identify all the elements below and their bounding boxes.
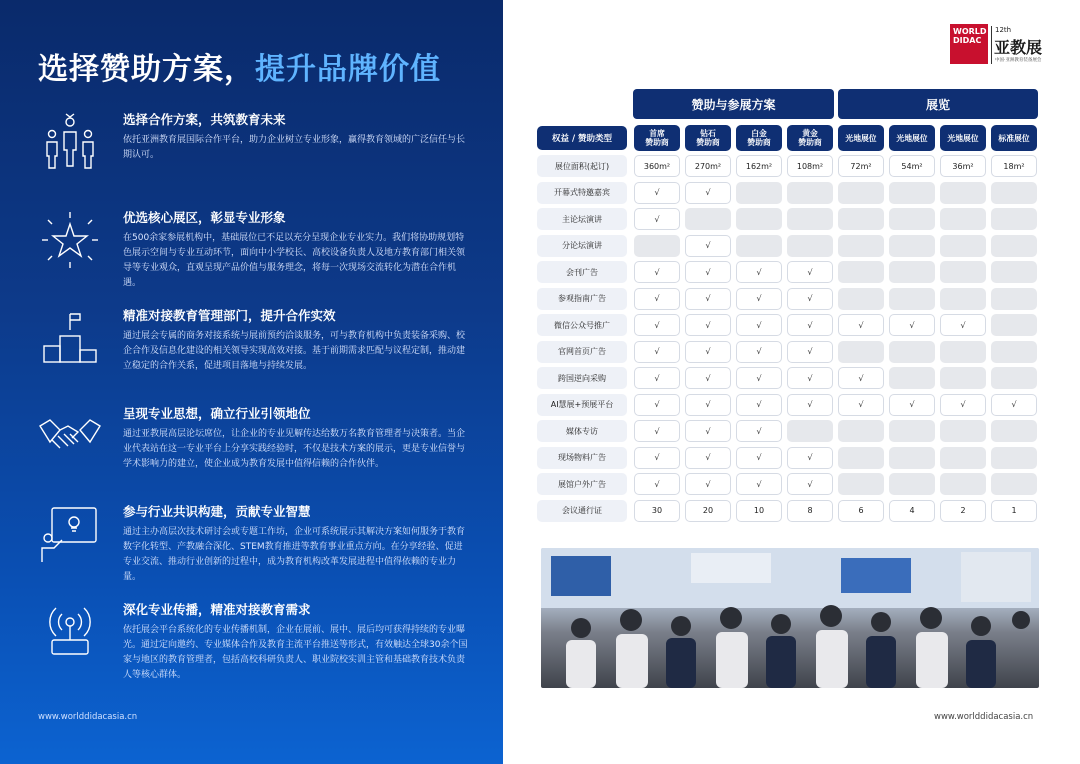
table-column-header: 白金 赞助商 (736, 125, 782, 151)
table-cell (991, 235, 1037, 257)
table-cell (940, 235, 986, 257)
logo-subtitle: 中国·亚洲教育装备展会 (995, 58, 1042, 63)
table-cell: √ (889, 394, 935, 416)
table-cell: √ (634, 341, 680, 363)
table-cell (991, 208, 1037, 230)
table-cell (889, 341, 935, 363)
table-cell: √ (685, 235, 731, 257)
table-cell: √ (787, 341, 833, 363)
table-cell (787, 235, 833, 257)
table-cell (838, 182, 884, 204)
table-cell (838, 261, 884, 283)
table-cell: √ (940, 394, 986, 416)
table-cell (940, 447, 986, 469)
table-row-label: 官网首页广告 (537, 341, 627, 363)
section-title: 深化专业传播，精准对接教育需求 (123, 602, 311, 617)
table-cell: √ (634, 394, 680, 416)
table-cell (787, 182, 833, 204)
table-row-label: 参观指南广告 (537, 288, 627, 310)
table-cell (889, 208, 935, 230)
presentation-icon (38, 504, 102, 564)
table-cell: √ (634, 208, 680, 230)
table-cell: √ (736, 473, 782, 495)
table-column-header: 光地展位 (940, 125, 986, 151)
table-cell: √ (634, 447, 680, 469)
logo-brand: 亚教展 (994, 38, 1043, 57)
table-cell: 360m² (634, 155, 680, 177)
table-cell: √ (685, 420, 731, 442)
table-cell (889, 473, 935, 495)
table-cell: √ (787, 261, 833, 283)
table-cell (940, 341, 986, 363)
table-column-header: 光地展位 (889, 125, 935, 151)
table-cell (838, 473, 884, 495)
headline-main: 选择赞助方案， (38, 52, 255, 87)
table-cell (889, 367, 935, 389)
logo-edition: 12th (995, 26, 1012, 34)
broadcast-icon (38, 602, 102, 662)
table-row-label: 会刊广告 (537, 261, 627, 283)
table-cell: 36m² (940, 155, 986, 177)
benefit-section (38, 208, 468, 306)
table-cell: √ (634, 182, 680, 204)
table-cell: √ (685, 473, 731, 495)
table-cell: √ (787, 447, 833, 469)
table-cell: √ (736, 314, 782, 336)
table-cell: √ (736, 367, 782, 389)
table-cell (991, 182, 1037, 204)
table-cell: √ (634, 420, 680, 442)
table-cell: 8 (787, 500, 833, 522)
table-cell: √ (685, 182, 731, 204)
benefit-section (38, 502, 468, 600)
table-cell: √ (991, 394, 1037, 416)
table-cell (736, 208, 782, 230)
table-cell (889, 288, 935, 310)
table-cell: √ (736, 261, 782, 283)
section-body: 依托亚洲教育展国际合作平台，助力企业树立专业形象，赢得教育领域的广泛信任与长期认可。 (123, 135, 466, 160)
handshake-icon (38, 406, 102, 466)
table-cell: √ (634, 261, 680, 283)
footer-url-right[interactable]: www.worlddidacasia.cn (934, 712, 1034, 722)
table-cell: √ (787, 473, 833, 495)
table-cell: √ (736, 394, 782, 416)
page-headline (38, 44, 441, 88)
table-cell: 1 (991, 500, 1037, 522)
table-cell: 4 (889, 500, 935, 522)
table-cell: 162m² (736, 155, 782, 177)
section-body: 在500余家参展机构中，基础展位已不足以充分呈现企业专业实力。我们将协助规划特色展示空间与专业互动环节，面向中小学校长、高校设备负责人及地方教育部门相关领导等专业观众，直观呈现产品价值与服务理念，将每一次现场交流转化为潜在合作机遇。 (123, 233, 466, 288)
table-cell: √ (685, 367, 731, 389)
table-cell: 2 (940, 500, 986, 522)
table-cell (889, 235, 935, 257)
benefit-section (38, 404, 468, 502)
table-header-label: 权益 / 赞助类型 (537, 126, 627, 150)
headline-accent: 提升品牌价值 (255, 52, 441, 87)
table-cell (736, 182, 782, 204)
section-title: 优选核心展区，彰显专业形象 (123, 210, 286, 225)
section-body: 依托展会平台系统化的专业传播机制，企业在展前、展中、展后均可获得持续的专业曝光。通过定向邀约、专业媒体合作及教育主流平台推送等形式，有效触达全球30余个国家与地区的教育管理者，包括高校科研负责人、职业院校实训主管和基础教育技术负责人等核心群体。 (123, 625, 468, 680)
benefit-section (38, 600, 468, 698)
table-row-label: 主论坛演讲 (537, 208, 627, 230)
table-row-label: 跨国逆向采购 (537, 367, 627, 389)
table-row-label: 分论坛演讲 (537, 235, 627, 257)
table-cell: 10 (736, 500, 782, 522)
table-cell: 18m² (991, 155, 1037, 177)
people-icon (38, 112, 102, 172)
table-cell (634, 235, 680, 257)
table-cell (991, 261, 1037, 283)
table-cell: √ (838, 394, 884, 416)
table-cell: √ (685, 261, 731, 283)
table-cell: √ (940, 314, 986, 336)
table-cell (991, 447, 1037, 469)
section-body: 通过亚教展高层论坛席位，让企业的专业见解传达给数万名教育管理者与决策者。当企业代表站在这一专业平台上分享实践经验时，不仅是技术方案的展示，更是专业信誉与学术影响力的建立，使企业成为教育发展中值得信赖的合作伙伴。 (123, 429, 466, 469)
table-cell (991, 420, 1037, 442)
table-cell: 6 (838, 500, 884, 522)
table-cell: √ (838, 367, 884, 389)
table-cell: √ (685, 314, 731, 336)
table-cell: 54m² (889, 155, 935, 177)
world-didac-logo (950, 24, 1045, 68)
table-column-header: 钻石 赞助商 (685, 125, 731, 151)
table-cell (940, 473, 986, 495)
table-cell (889, 420, 935, 442)
table-cell (991, 314, 1037, 336)
table-cell: √ (634, 367, 680, 389)
table-cell: √ (736, 288, 782, 310)
table-cell (991, 367, 1037, 389)
logo-divider (991, 26, 992, 64)
table-cell: √ (787, 367, 833, 389)
table-cell (940, 261, 986, 283)
table-cell (838, 341, 884, 363)
section-title: 呈现专业思想，确立行业引领地位 (123, 406, 311, 421)
table-cell: √ (787, 314, 833, 336)
table-row-label: 媒体专访 (537, 420, 627, 442)
benefit-section (38, 110, 468, 208)
table-cell (736, 235, 782, 257)
left-panel (0, 0, 503, 764)
section-body: 通过展会专属的商务对接系统与展前预约洽谈服务，可与教育机构中负责装备采购、校企合作及信息化建设的相关领导实现高效对接。基于前期需求匹配与议程定制，推动建立稳定的合作关系，促进项目落地与持续发展。 (123, 331, 466, 371)
table-cell: √ (634, 314, 680, 336)
benefit-sections (38, 110, 468, 698)
table-cell: √ (787, 394, 833, 416)
group-header-booth: 展览 (838, 89, 1038, 119)
star-icon (38, 210, 102, 270)
table-cell: √ (685, 447, 731, 469)
table-cell (940, 367, 986, 389)
podium-icon (38, 308, 102, 368)
table-row-label: 展馆户外广告 (537, 473, 627, 495)
table-row-label: 现场物料广告 (537, 447, 627, 469)
table-cell (991, 341, 1037, 363)
table-row-label: 会议通行证 (537, 500, 627, 522)
table-cell (940, 288, 986, 310)
table-cell: √ (634, 473, 680, 495)
table-column-header: 黄金 赞助商 (787, 125, 833, 151)
table-cell (889, 447, 935, 469)
table-cell (940, 182, 986, 204)
table-cell (940, 420, 986, 442)
table-cell: 72m² (838, 155, 884, 177)
table-cell: √ (736, 420, 782, 442)
table-column-header: 标准展位 (991, 125, 1037, 151)
table-row-label: 开幕式特邀嘉宾 (537, 182, 627, 204)
table-cell: 270m² (685, 155, 731, 177)
table-column-header: 首席 赞助商 (634, 125, 680, 151)
table-row-label: 展位面积(起订) (537, 155, 627, 177)
table-cell (685, 208, 731, 230)
group-header-sponsor: 赞助与参展方案 (633, 89, 834, 119)
section-title: 选择合作方案，共筑教育未来 (123, 112, 286, 127)
table-row-label: AI慧展+预展平台 (537, 394, 627, 416)
table-cell (787, 420, 833, 442)
table-cell (940, 208, 986, 230)
table-cell (838, 447, 884, 469)
table-column-header: 光地展位 (838, 125, 884, 151)
exhibition-crowd-photo (541, 548, 1039, 688)
table-cell: √ (838, 314, 884, 336)
table-cell (838, 420, 884, 442)
table-cell (889, 182, 935, 204)
table-cell: √ (889, 314, 935, 336)
table-cell: 30 (634, 500, 680, 522)
table-cell: √ (787, 288, 833, 310)
section-title: 参与行业共识构建，贡献专业智慧 (123, 504, 311, 519)
table-row-label: 微信公众号推广 (537, 314, 627, 336)
footer-url-left[interactable]: www.worlddidacasia.cn (38, 712, 138, 722)
table-cell: √ (736, 447, 782, 469)
table-cell (838, 288, 884, 310)
table-cell: √ (685, 341, 731, 363)
table-cell: √ (736, 341, 782, 363)
benefit-section (38, 306, 468, 404)
table-cell: √ (634, 288, 680, 310)
table-cell (991, 473, 1037, 495)
logo-box: WORLD DIDAC (950, 24, 988, 64)
table-cell (991, 288, 1037, 310)
section-title: 精准对接教育管理部门，提升合作实效 (123, 308, 336, 323)
table-cell (889, 261, 935, 283)
section-body: 通过主办高层次技术研讨会或专题工作坊，企业可系统展示其解决方案如何服务于教育数字化转型、产教融合深化、STEM教育推进等教育事业重点方向。在分享经验、促进专业交流、推动行业创新的过程中，成为教育机构改革发展进程中值得依赖的专业力量。 (123, 527, 466, 582)
table-cell (838, 235, 884, 257)
table-cell (838, 208, 884, 230)
table-cell (787, 208, 833, 230)
table-cell: √ (685, 288, 731, 310)
table-cell: 108m² (787, 155, 833, 177)
table-cell: 20 (685, 500, 731, 522)
table-cell: √ (685, 394, 731, 416)
